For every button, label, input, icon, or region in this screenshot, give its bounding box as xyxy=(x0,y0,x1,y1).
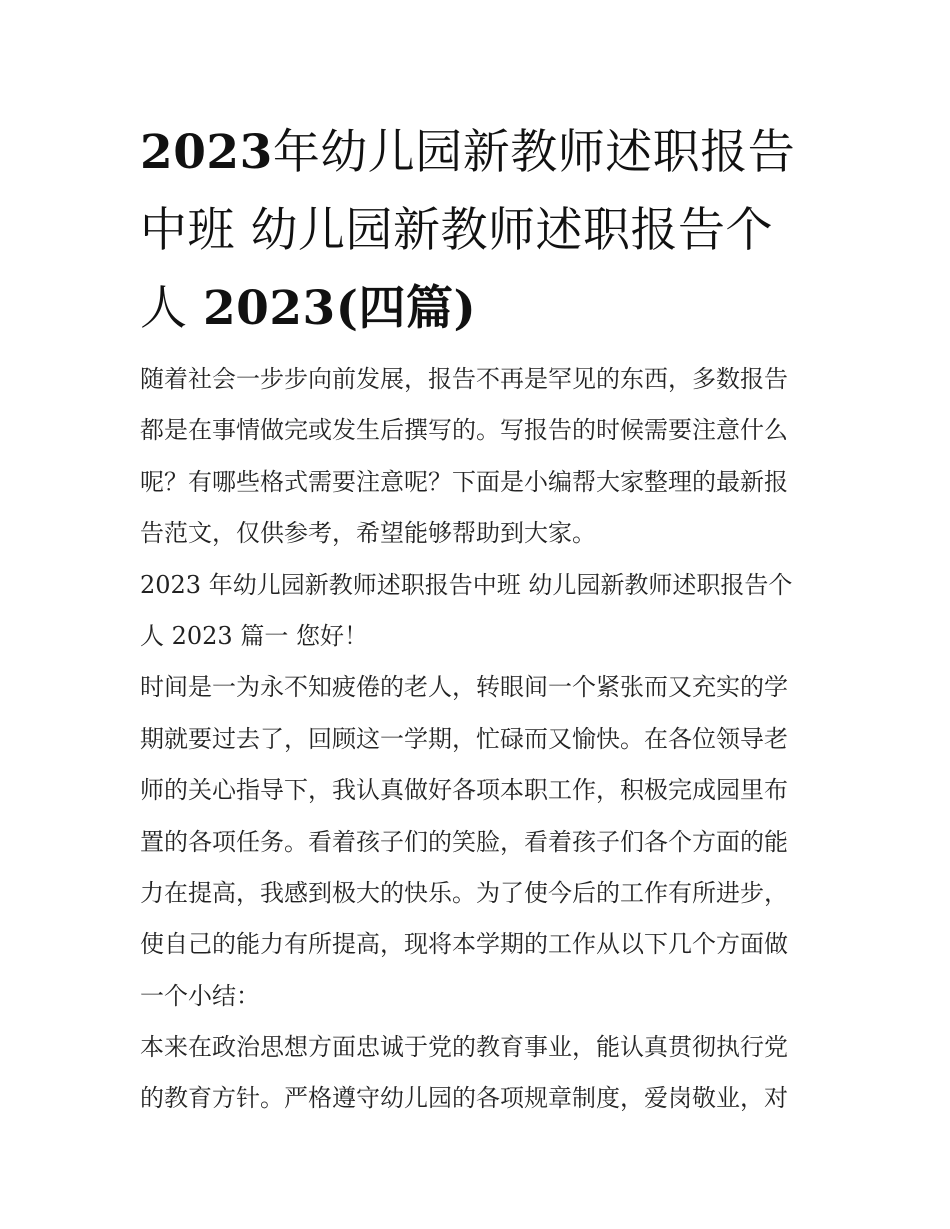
body-line: 时间是一为永不知疲倦的老人，转眼间一个紧张而又充实的学 xyxy=(140,673,788,702)
body-line: 力在提高，我感到极大的快乐。为了使今后的工作有所进步， xyxy=(140,878,788,907)
title-year-suffix: 2023(四篇) xyxy=(202,281,477,336)
document-title xyxy=(140,114,820,348)
body-line: 师的关心指导下，我认真做好各项本职工作，积极完成园里布 xyxy=(140,776,788,805)
body-line: 随着社会一步步向前发展，报告不再是罕见的东西，多数报告 xyxy=(140,365,788,393)
title-text: 人 xyxy=(140,281,203,336)
document-body xyxy=(140,354,820,1125)
body-line: 本来在政治思想方面忠诚于党的教育事业，能认真贯彻执行党 xyxy=(140,1033,788,1062)
title-text: 年幼儿园新教师述职报告 xyxy=(272,125,796,180)
body-line: 都是在事情做完或发生后撰写的。写报告的时候需要注意什么 xyxy=(140,416,788,445)
body-line: 置的各项任务。看着孩子们的笑脸，看着孩子们各个方面的能 xyxy=(140,827,788,856)
body-line: 呢？有哪些格式需要注意呢？下面是小编帮大家整理的最新报 xyxy=(140,467,788,496)
body-line: 的教育方针。严格遵守幼儿园的各项规章制度，爱岗敬业，对 xyxy=(140,1084,788,1113)
title-text: 中班 幼儿园新教师述职报告个 xyxy=(140,203,773,258)
title-year: 2023 xyxy=(140,125,273,180)
body-line: 期就要过去了，回顾这一学期，忙碌而又愉快。在各位领导老 xyxy=(140,724,788,753)
body-line: 人 2023 篇一 您好！ xyxy=(140,621,368,650)
body-line: 一个小结： xyxy=(140,981,260,1010)
title-line-3 xyxy=(140,270,820,348)
title-line-1 xyxy=(140,114,820,192)
body-line: 2023 年幼儿园新教师述职报告中班 幼儿园新教师述职报告个 xyxy=(140,570,793,599)
body-line: 使自己的能力有所提高，现将本学期的工作从以下几个方面做 xyxy=(140,930,788,959)
body-line: 告范文，仅供参考，希望能够帮助到大家。 xyxy=(140,519,596,548)
title-line-2 xyxy=(140,192,820,270)
